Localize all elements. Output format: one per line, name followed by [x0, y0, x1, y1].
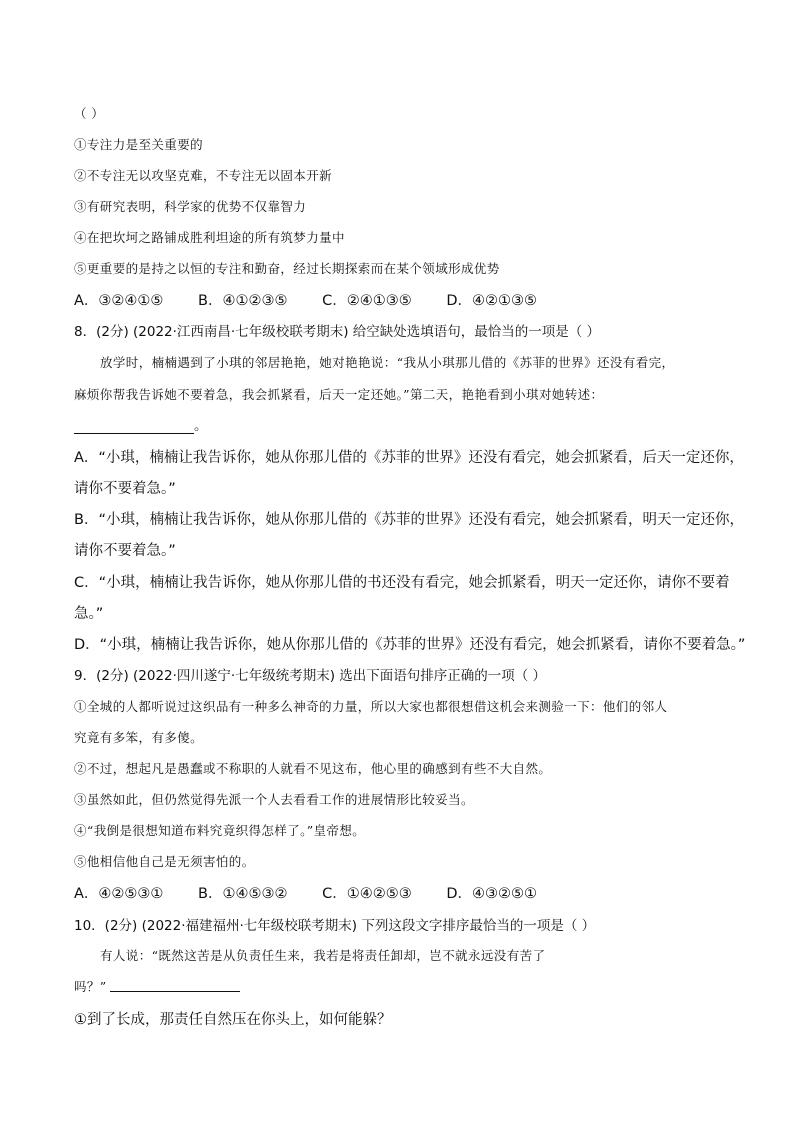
- sentence-item: ③有研究表明，科学家的优势不仅靠智力: [74, 199, 307, 214]
- sentence-item: ⑤更重要的是持之以恒的专注和勤奋，经过长期探索而在某个领域形成优势: [74, 261, 500, 276]
- sentence-item: ④“我倒是很想知道布料究竟织得怎样了。”皇帝想。: [74, 823, 366, 838]
- q8-blank-line: 。: [74, 414, 208, 434]
- q8-passage: 麻烦你帮我告诉她不要着急，我会抓紧看，后天一定还她。”第二天，艳艳看到小琪对她转述：: [74, 387, 604, 402]
- q8-option-a-cont: 请你不要着急。”: [74, 481, 176, 497]
- q10-fill-blank[interactable]: [110, 991, 240, 992]
- option-a[interactable]: A．④②⑤③①: [74, 886, 164, 902]
- q8-option-b[interactable]: B．“小琪，楠楠让我告诉你，她从你那儿借的《苏菲的世界》还没有看完，她会抓紧看，明天一定还你，: [74, 512, 744, 528]
- answer-paren: （ ）: [74, 106, 105, 121]
- option-c[interactable]: C．①④②⑤③: [322, 886, 412, 902]
- question-9-stem: 9．(2分) (2022·四川遂宁·七年级统考期末) 选出下面语句排序正确的一项（ ）: [74, 668, 547, 684]
- sentence-item: ⑤他相信他自己是无须害怕的。: [74, 854, 255, 869]
- option-c[interactable]: C．②④①③⑤: [322, 293, 412, 309]
- question-8-stem: 8．(2分) (2022·江西南昌·七年级校联考期末) 给空缺处选填语句，最恰当的一项是（ ）: [74, 324, 601, 340]
- options-row: [74, 882, 567, 903]
- sentence-item: 究竟有多笨，有多傻。: [74, 730, 204, 745]
- q8-option-d[interactable]: D．“小琪，楠楠让我告诉你，她从你那儿借的《苏菲的世界》还没有看完，她会抓紧看，请你不要着急。”: [74, 637, 746, 653]
- q8-option-a[interactable]: A．“小琪，楠楠让我告诉你，她从你那儿借的《苏菲的世界》还没有看完，她会抓紧看，后天一定还你，: [74, 450, 744, 466]
- option-d[interactable]: D．④③②⑤①: [446, 886, 537, 902]
- option-b[interactable]: B．④①②③⑤: [198, 293, 288, 309]
- q8-option-c-cont: 急。”: [74, 606, 104, 622]
- sentence-item: ②不专注无以攻坚克难，不专注无以固本开新: [74, 168, 333, 183]
- sentence-item: ②不过，想起凡是愚蠢或不称职的人就看不见这布，他心里的确感到有些不大自然。: [74, 761, 552, 776]
- sentence-item: ④在把坎坷之路铺成胜利坦途的所有筑梦力量中: [74, 230, 345, 245]
- q10-passage: 吗？”: [74, 979, 107, 994]
- options-row: [74, 289, 567, 310]
- q8-option-c[interactable]: C．“小琪，楠楠让我告诉你，她从你那儿借的书还没有看完，她会抓紧看，明天一定还你，请你不要着: [74, 575, 730, 591]
- q10-passage: 有人说：“既然这苦是从负责任生来，我若是将责任卸却，岂不就永远没有苦了: [100, 948, 546, 963]
- option-d[interactable]: D．④②①③⑤: [446, 293, 537, 309]
- q8-option-b-cont: 请你不要着急。”: [74, 543, 176, 559]
- q8-passage: 放学时，楠楠遇到了小琪的邻居艳艳，她对艳艳说：“我从小琪那儿借的《苏菲的世界》还没有看完，: [100, 355, 675, 370]
- sentence-item: ①专注力是至关重要的: [74, 137, 204, 152]
- fill-blank[interactable]: [74, 419, 194, 434]
- option-a[interactable]: A．③②④①⑤: [74, 293, 164, 309]
- question-10-stem: 10．(2分) (2022·福建福州·七年级校联考期末) 下列这段文字排序最恰当的一项是（ ）: [74, 918, 596, 934]
- q10-sentence-item: ①到了长成，那责任自然压在你头上，如何能躲？: [74, 1012, 392, 1028]
- sentence-item: ①全城的人都听说过这织品有一种多么神奇的力量，所以大家也都很想借这机会来测验一下：他们的邻人: [74, 699, 668, 714]
- option-b[interactable]: B．①④⑤③②: [198, 886, 288, 902]
- sentence-item: ③虽然如此，但仍然觉得先派一个人去看看工作的进展情形比较妥当。: [74, 792, 474, 807]
